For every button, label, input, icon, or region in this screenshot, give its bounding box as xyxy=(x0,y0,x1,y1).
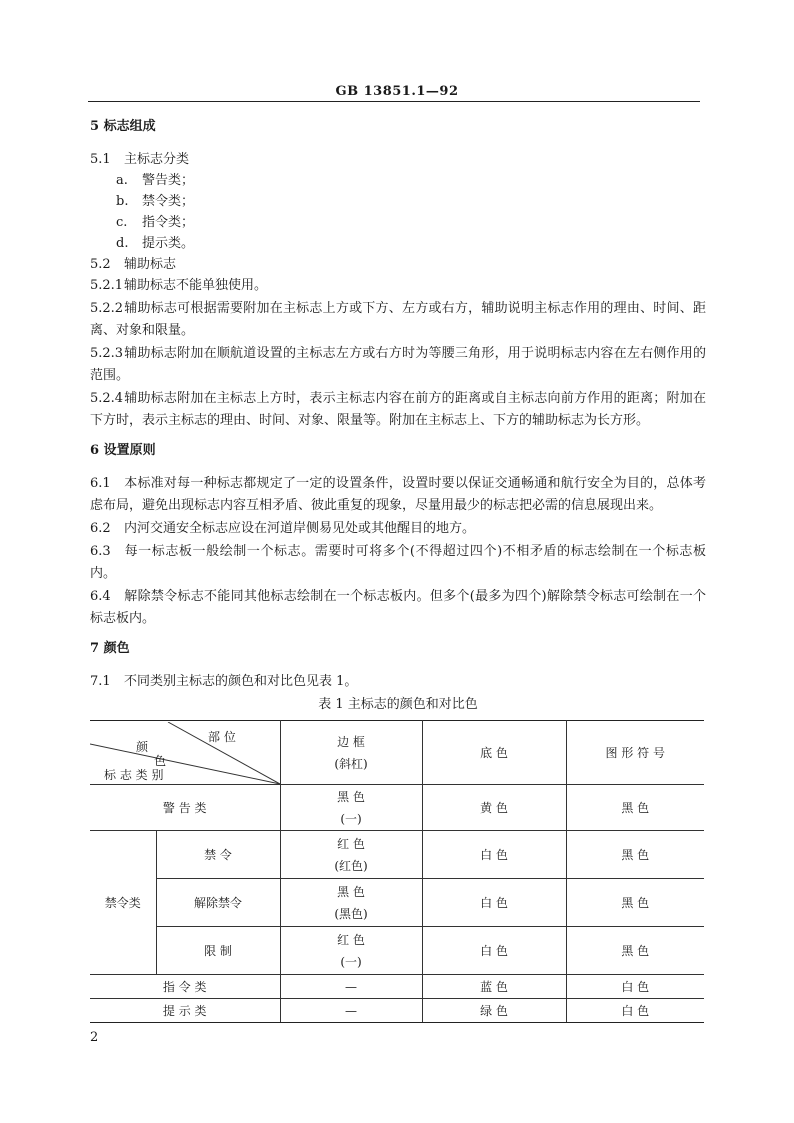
cell-base: 白 色 xyxy=(422,927,566,975)
diag-label-color-1: 颜 xyxy=(136,739,149,754)
clause-5-2 xyxy=(90,254,706,275)
clause-6-3 xyxy=(90,541,706,585)
table-row xyxy=(90,831,704,879)
header-rule xyxy=(88,101,700,102)
cell-border-color: 红 色 xyxy=(337,836,365,851)
list-item-a xyxy=(90,170,706,191)
table-row xyxy=(90,975,704,999)
clause-text: 内河交通安全标志应设在河道岸侧易见处或其他醒目的地方。 xyxy=(124,521,476,536)
row-label: 解除禁令 xyxy=(156,879,280,927)
diag-label-category: 标 志 类 别 xyxy=(104,767,164,782)
cell-symbol: 黑 色 xyxy=(566,879,704,927)
list-label: b. xyxy=(116,194,129,209)
cell-symbol: 白 色 xyxy=(566,999,704,1023)
section-6-heading: 6 设置原则 xyxy=(90,443,156,458)
clause-number: 5.2.1 xyxy=(90,278,124,293)
table-row xyxy=(90,879,704,927)
section-7-heading: 7 颜色 xyxy=(90,641,130,656)
cell-base: 黄 色 xyxy=(422,785,566,831)
clause-7-1 xyxy=(90,671,706,693)
running-header: GB 13851.1—92 xyxy=(335,84,459,99)
cell-border xyxy=(280,785,422,831)
list-text: 提示类。 xyxy=(142,236,195,251)
header-symbol: 图 形 符 号 xyxy=(566,721,704,785)
cell-symbol: 黑 色 xyxy=(566,785,704,831)
list-label: a. xyxy=(116,173,128,188)
cell-border-sub: (一) xyxy=(340,811,362,826)
clause-text: 主标志分类 xyxy=(124,152,190,167)
cell-base: 绿 色 xyxy=(422,999,566,1023)
cell-border-color: 黑 色 xyxy=(337,789,365,804)
clause-5-2-2 xyxy=(90,298,706,342)
cell-base: 白 色 xyxy=(422,879,566,927)
clause-number: 5.2.3 xyxy=(90,346,124,361)
clause-5-1 xyxy=(90,149,706,170)
clause-6-1 xyxy=(90,473,706,517)
group-label: 禁令类 xyxy=(90,831,156,975)
section-5-heading: 5 标志组成 xyxy=(90,119,156,134)
row-label: 提 示 类 xyxy=(90,999,280,1023)
document-body xyxy=(90,117,706,1023)
header-border-sub: (斜杠) xyxy=(334,756,368,771)
clause-6-2 xyxy=(90,518,706,540)
clause-text: 辅助标志不能单独使用。 xyxy=(124,278,268,293)
clause-number: 6.3 xyxy=(90,544,111,559)
clause-number: 5.1 xyxy=(90,152,111,167)
list-item-c xyxy=(90,212,706,233)
list-label: c. xyxy=(116,215,128,230)
cell-border: — xyxy=(280,999,422,1023)
clause-text: 本标准对每一种标志都规定了一定的设置条件，设置时要以保证交通畅通和航行安全为目的，总体考虑布局，避免出现标志内容互相矛盾、彼此重复的现象，尽量用最少的标志把必需的信息展现出来。 xyxy=(90,476,706,513)
page-number: 2 xyxy=(90,1030,99,1045)
cell-border: — xyxy=(280,975,422,999)
clause-text: 辅助标志附加在顺航道设置的主标志左方或右方时为等腰三角形，用于说明标志内容在左右侧作用的范围。 xyxy=(90,346,706,383)
clause-text: 不同类别主标志的颜色和对比色见表 1。 xyxy=(124,674,358,689)
diag-label-position: 部 位 xyxy=(208,729,236,744)
cell-symbol: 白 色 xyxy=(566,975,704,999)
cell-symbol: 黑 色 xyxy=(566,831,704,879)
clause-text: 每一标志板一般绘制一个标志。需要时可将多个(不得超过四个)不相矛盾的标志绘制在一个标志板内。 xyxy=(90,544,706,581)
cell-border-sub: (一) xyxy=(340,954,362,969)
color-table xyxy=(90,720,704,1023)
cell-symbol: 黑 色 xyxy=(566,927,704,975)
clause-5-2-1 xyxy=(90,275,706,297)
header-border xyxy=(280,721,422,785)
cell-border xyxy=(280,879,422,927)
row-label: 指 令 类 xyxy=(90,975,280,999)
clause-6-4 xyxy=(90,586,706,630)
list-text: 禁令类； xyxy=(142,194,195,209)
diag-label-color-2: 色 xyxy=(154,753,167,768)
clause-number: 5.2.2 xyxy=(90,301,124,316)
cell-base: 蓝 色 xyxy=(422,975,566,999)
table-row xyxy=(90,927,704,975)
table-row xyxy=(90,999,704,1023)
row-label: 禁 令 xyxy=(156,831,280,879)
clause-number: 6.4 xyxy=(90,589,111,604)
clause-text: 辅助标志附加在主标志上方时，表示主标志内容在前方的距离或自主标志向前方作用的距离；附加在下方时，表示主标志的理由、时间、对象、限量等。附加在主标志上、下方的辅助标志为长方形。 xyxy=(90,391,706,428)
clause-number: 6.2 xyxy=(90,521,111,536)
clause-number: 5.2 xyxy=(90,257,111,272)
clause-5-2-3 xyxy=(90,343,706,387)
header-border-label: 边 框 xyxy=(337,734,365,749)
clause-5-2-4 xyxy=(90,388,706,432)
clause-number: 6.1 xyxy=(90,476,111,491)
cell-base: 白 色 xyxy=(422,831,566,879)
list-item-b xyxy=(90,191,706,212)
list-text: 指令类； xyxy=(142,215,195,230)
table-caption: 表 1 主标志的颜色和对比色 xyxy=(318,697,478,712)
list-text: 警告类； xyxy=(142,173,195,188)
cell-border-color: 红 色 xyxy=(337,932,365,947)
diagonal-header-cell xyxy=(90,721,280,785)
cell-border-sub: (黑色) xyxy=(334,906,368,921)
table-header-row xyxy=(90,721,704,785)
clause-text: 辅助标志可根据需要附加在主标志上方或下方、左方或右方，辅助说明主标志作用的理由、时间、距离、对象和限量。 xyxy=(90,301,706,338)
table-row xyxy=(90,785,704,831)
cell-border-color: 黑 色 xyxy=(337,884,365,899)
cell-border-sub: (红色) xyxy=(334,858,368,873)
list-label: d. xyxy=(116,236,129,251)
clause-number: 7.1 xyxy=(90,674,111,689)
cell-border xyxy=(280,927,422,975)
cell-border xyxy=(280,831,422,879)
clause-text: 解除禁令标志不能同其他标志绘制在一个标志板内。但多个(最多为四个)解除禁令标志可绘制在一个标志板内。 xyxy=(90,589,706,626)
list-item-d xyxy=(90,233,706,254)
row-label: 警 告 类 xyxy=(90,785,280,831)
header-base: 底 色 xyxy=(422,721,566,785)
clause-number: 5.2.4 xyxy=(90,391,124,406)
row-label: 限 制 xyxy=(156,927,280,975)
clause-text: 辅助标志 xyxy=(124,257,177,272)
